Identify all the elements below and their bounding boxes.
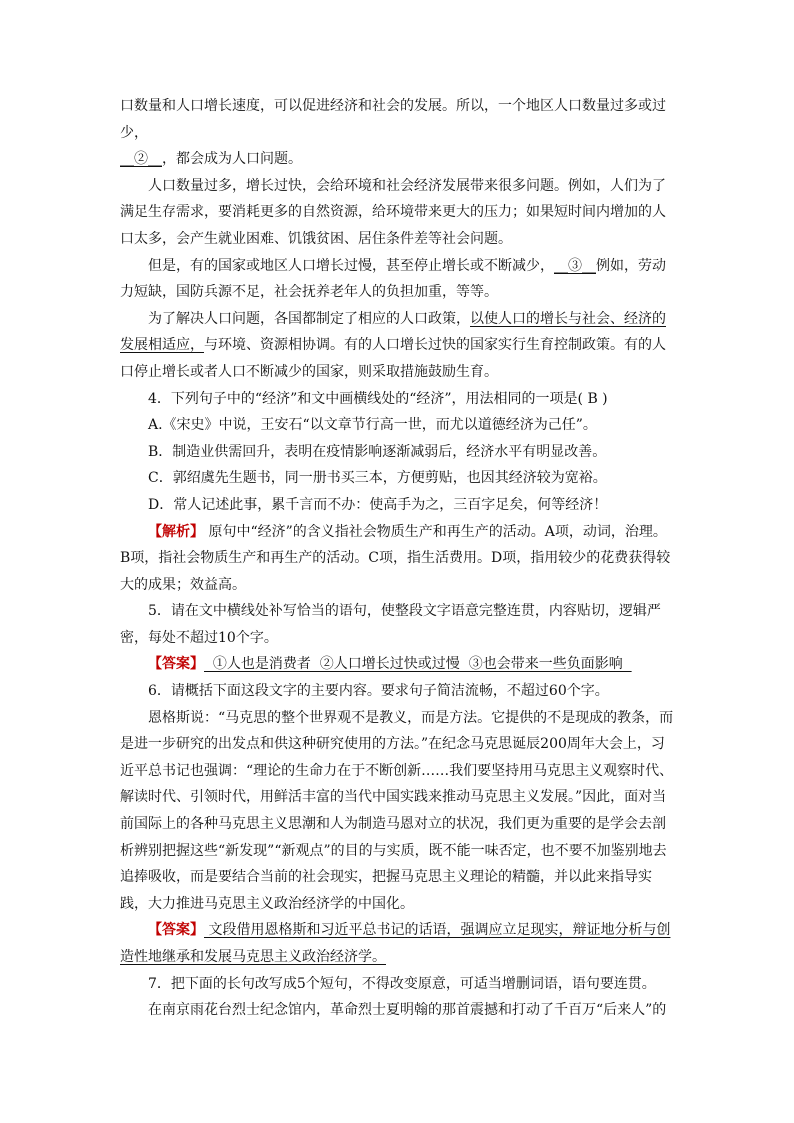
question-6-passage: 恩格斯说：“马克思的整个世界观不是教义，而是方法。它提供的不是现成的教条，而是进一步研究的出发点和供这种研究使用的方法。”在纪念马克思诞辰200周年大会上，习近平总书记也强调：“理论的生命力在于不断创新……我们要坚持用马克思主义观察时代、解读时代、引领时代，用鲜活丰富的当代中国实践来推动马克思主义发展。”因此，面对当前国际上的各种马克思主义思潮和人为制造马恩对立的状况，我们更为重要的是学会去剖析辨别把握这些“新发现”“新观点”的目的与实质，既不能一味否定，也不要不加鉴别地去追捧吸收，而是要结合当前的社会现实，把握马克思主义理论的精髓，并以此来指导实践，大力推进马克思主义政治经济学的中国化。 <box>120 709 674 912</box>
answer-tag: 【答案】 <box>148 922 204 939</box>
paragraph-policy <box>120 306 674 386</box>
question-5-stem: 5．请在文中横线处补写恰当的语句，使整段文字语意完整连贯，内容贴切，逻辑严密，每处不超过10个字。 <box>120 603 661 646</box>
paragraph-text: 例如，劳动力短缺，国防兵源不足，社会抚养老年人的负担加重，等等。 <box>120 257 666 301</box>
question-4-option-b: B．制造业供需回升，表明在疫情影响逐渐减弱后，经济水平有明显改善。 <box>148 443 607 460</box>
analysis-text: 原句中“经济”的含义指社会物质生产和再生产的活动。A项，动词，治理。B项，指社会物质生产和再生产的活动。C项，指生活费用。D项，指用较少的花费获得较大的成果；效益高。 <box>120 523 671 593</box>
question-7-stem: 7．把下面的长句改写成5个短句，不得改变原意，可适当增删词语，语句要连贯。 <box>148 975 656 992</box>
question-4-option-a: A.《宋史》中说，王安石“以文章节行高一世，而尤以道德经济为己任”。 <box>148 417 597 434</box>
question-7-passage: 在南京雨花台烈士纪念馆内，革命烈士夏明翰的那首震撼和打动了千百万“后来人”的 <box>148 1002 667 1019</box>
paragraph-too-few <box>120 253 674 306</box>
paragraph-too-many: 人口数量过多，增长过快，会给环境和社会经济发展带来很多问题。例如，人们为了满足生存需求，要消耗更多的自然资源，给环境带来更大的压力；如果短时间内增加的人口太多，会产生就业困难、饥饿贫困、居住条件差等社会问题。 <box>120 177 666 247</box>
document-body <box>120 93 674 1024</box>
question-4-analysis <box>120 519 674 599</box>
analysis-tag: 【解析】 <box>148 523 204 540</box>
paragraph-text: ，都会成为人口问题。 <box>162 151 302 168</box>
paragraph-text: 但是，有的国家或地区人口增长过慢，甚至停止增长或不断减少， <box>148 257 554 274</box>
fill-blank-3: __③__ <box>554 257 596 274</box>
paragraph-text: 为了解决人口问题，各国都制定了相应的人口政策， <box>148 310 470 327</box>
question-4-option-c: C．郭绍虞先生题书，同一册书买三本，方便剪贴，也因其经济较为宽裕。 <box>148 470 607 487</box>
answer-text: ①人也是消费者 ②人口增长过快或过慢 ③也会带来一些负面影响 <box>204 656 632 673</box>
paragraph-text: 口数量和人口增长速度，可以促进经济和社会的发展。所以，一个地区人口数量过多或过少， <box>120 98 666 141</box>
answer-tag: 【答案】 <box>148 656 204 673</box>
fill-blank-2: __②__ <box>120 151 162 168</box>
paragraph-population-intro <box>120 93 674 173</box>
question-6-stem: 6．请概括下面这段文字的主要内容。要求句子简洁流畅，不超过60个字。 <box>148 683 609 700</box>
answer-text: 文段借用恩格斯和习近平总书记的话语，强调应立足现实，辩证地分析与创造性地继承和发展马克思主义政治经济学。 <box>120 922 671 965</box>
question-6-answer <box>120 917 674 970</box>
question-4-option-d: D．常人记述此事，累千言而不办：使高手为之，三百字足矣，何等经济！ <box>148 496 608 513</box>
question-4-stem: 4．下列句子中的“经济”和文中画横线处的“经济”，用法相同的一项是( B ) <box>148 390 608 407</box>
paragraph-text: 与环境、资源相协调。有的人口增长过快的国家实行生育控制政策。有的人口停止增长或者人口不断减少的国家，则采取措施鼓励生育。 <box>120 337 666 380</box>
underlined-phrase: 以使人口的增长与社会、经济的发展相适应， <box>120 310 666 354</box>
question-5-answer <box>120 651 674 678</box>
